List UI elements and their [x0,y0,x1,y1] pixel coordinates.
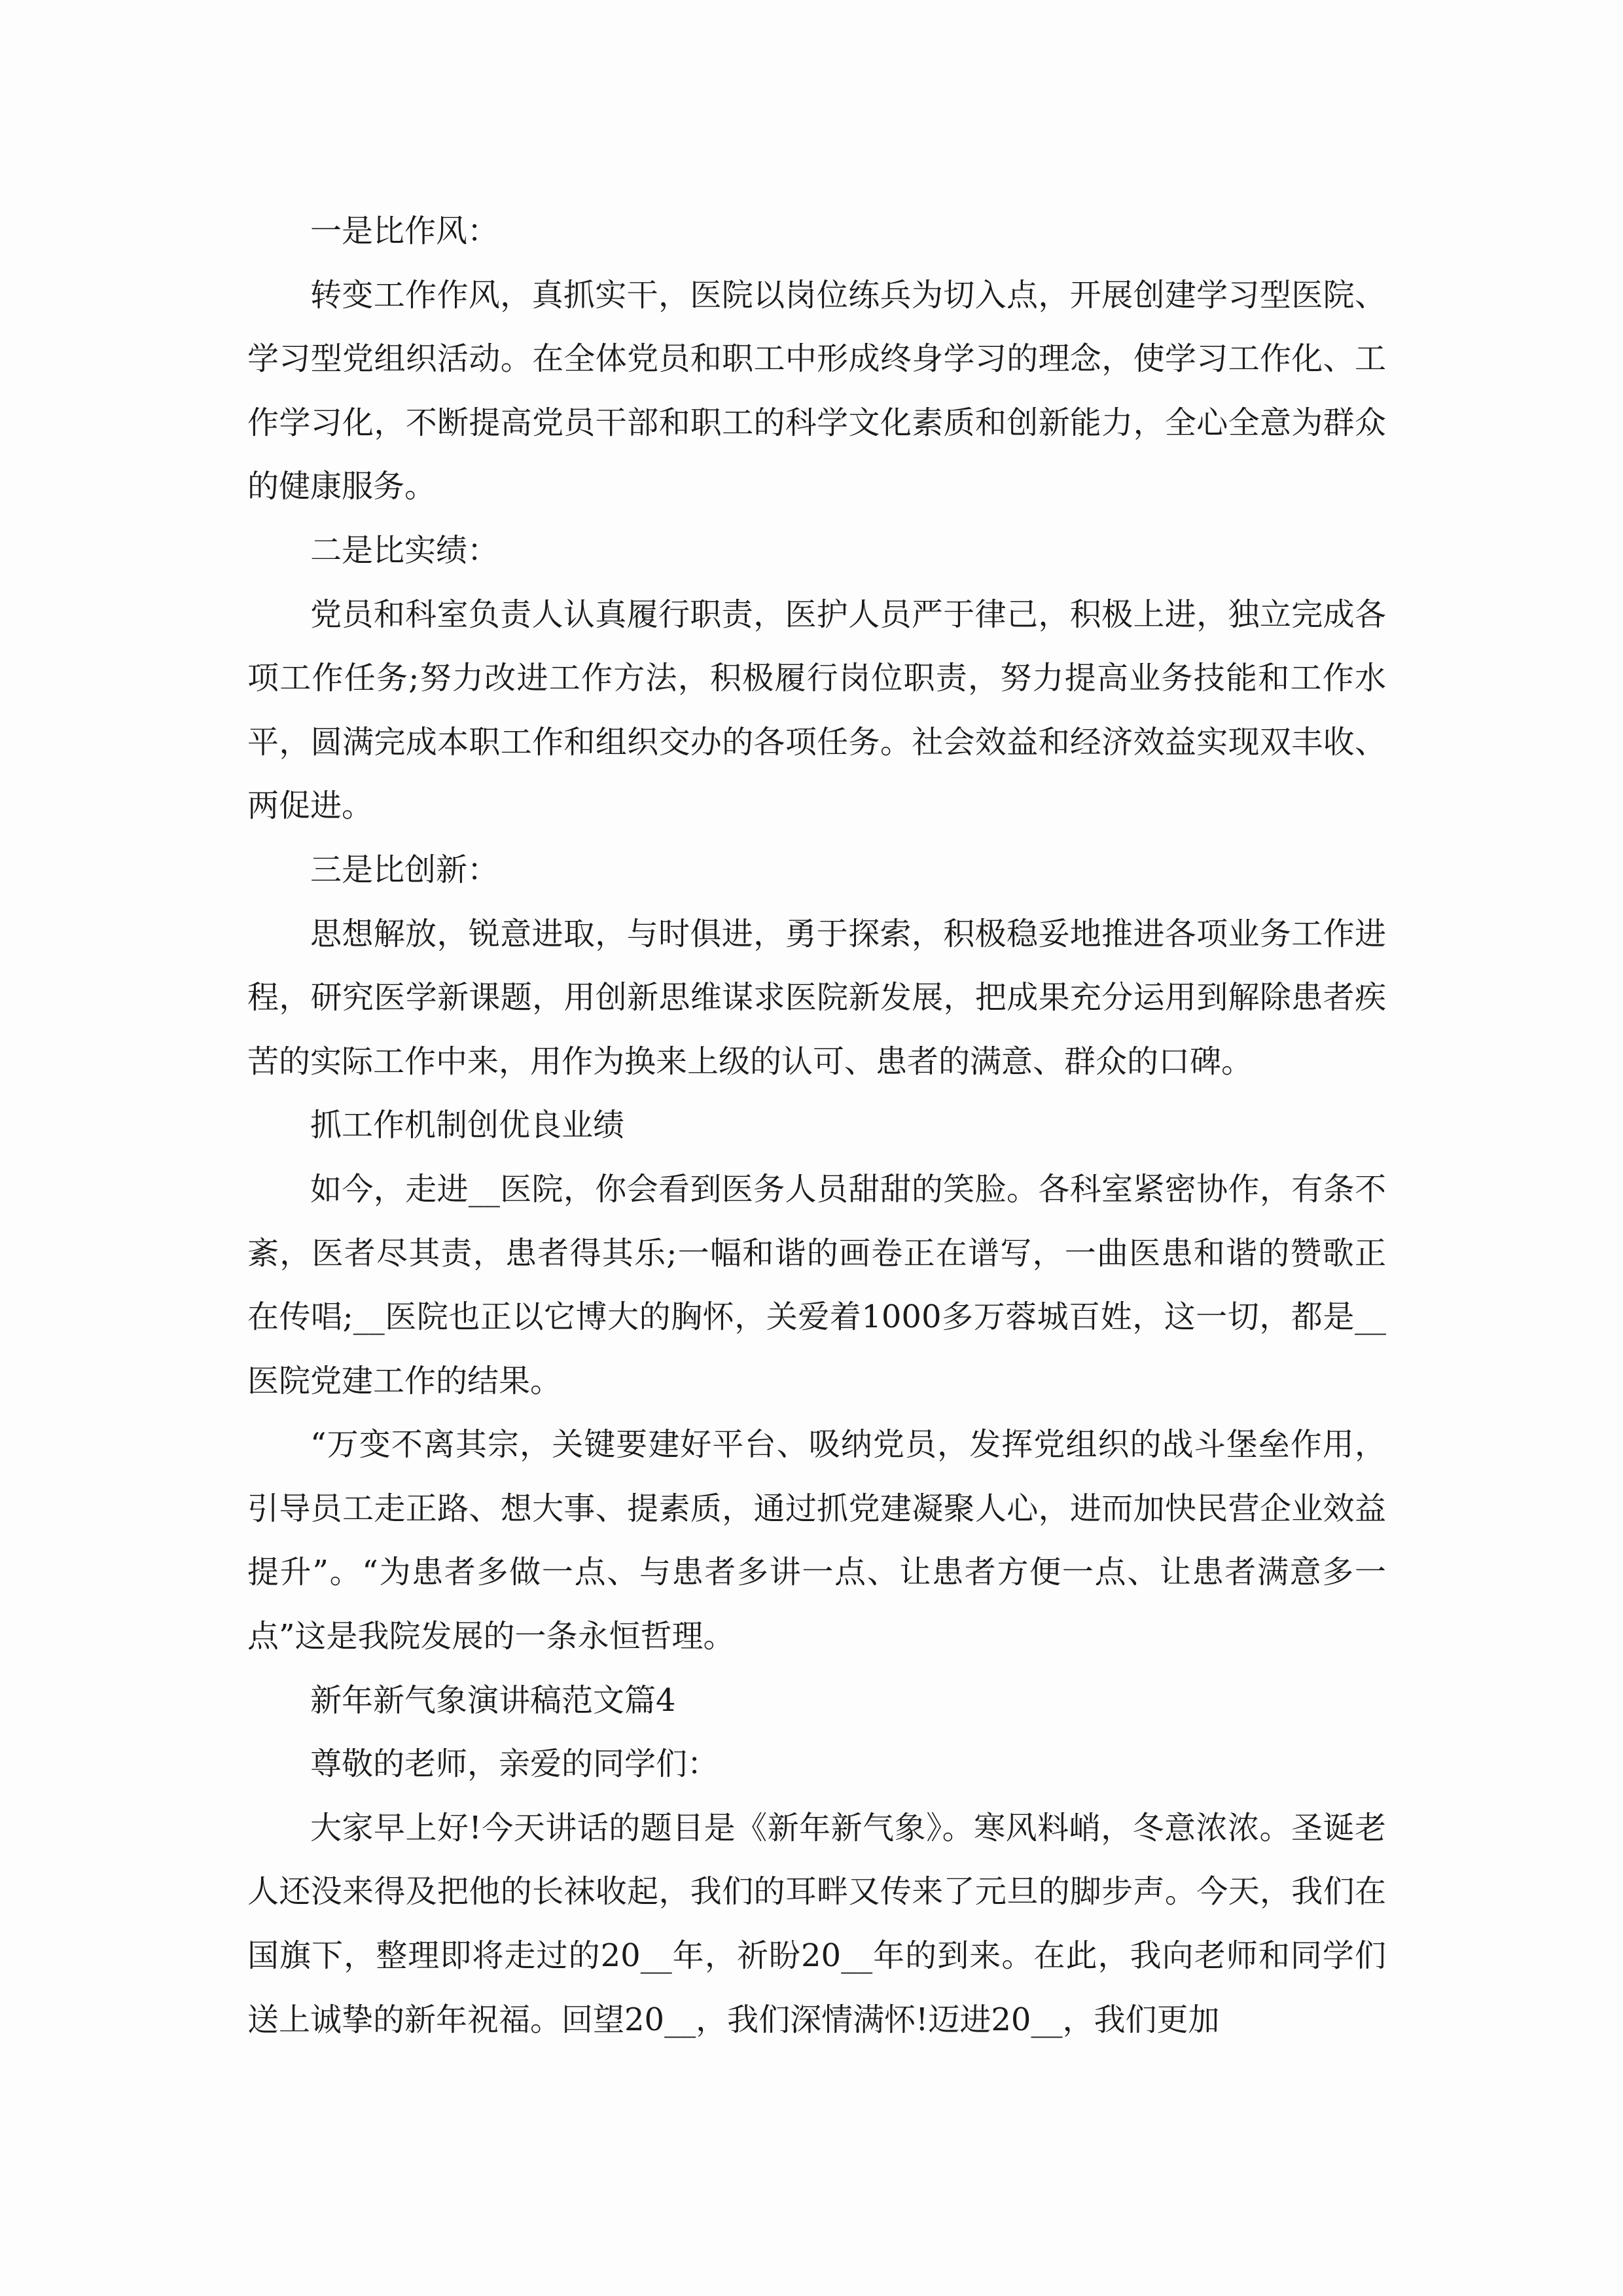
paragraph-speech-opening: 大家早上好!今天讲话的题目是《新年新气象》。寒风料峭，冬意浓浓。圣诞老人还没来得及把他的长袜收起，我们的耳畔又传来了元旦的脚步声。今天，我们在国旗下，整理即将走过的20__年，祈盼20__年的到来。在此，我向老师和同学们送上诚挚的新年祝福。回望20__，我们深情满怀!迈进20__，我们更加 [247,1809,1386,2038]
heading-chuangxin: 三是比创新： [310,851,499,888]
heading-mechanism: 抓工作机制创优良业绩 [310,1107,625,1144]
document-body [247,200,1386,2052]
paragraph-shiji: 党员和科室负责人认真履行职责，医护人员严于律己，积极上进，独立完成各项工作任务;努力改进工作方法，积极履行岗位职责，努力提高业务技能和工作水平，圆满完成本职工作和组织交办的各项任务。社会效益和经济效益实现双丰收、两促进。 [247,596,1386,825]
heading-zuofeng: 一是比作风： [310,213,499,249]
section-title-speech-4: 新年新气象演讲稿范文篇4 [310,1681,676,1719]
heading-shiji: 二是比实绩： [310,531,499,569]
paragraph-chuangxin: 思想解放，锐意进取，与时俱进，勇于探索，积极稳妥地推进各项业务工作进程，研究医学新课题，用创新思维谋求医院新发展，把成果充分运用到解除患者疾苦的实际工作中来，用作为换来上级的认可、患者的满意、群众的口碑。 [247,915,1386,1080]
paragraph-hospital-today: 如今，走进__医院，你会看到医务人员甜甜的笑脸。各科室紧密协作，有条不紊，医者尽其责，患者得其乐;一幅和谐的画卷正在谱写，一曲医患和谐的赞歌正在传唱;__医院也正以它博大的胸怀，关爱着1000多万蓉城百姓，这一切，都是__医院党建工作的结果。 [247,1170,1386,1399]
paragraph-quote: “万变不离其宗，关键要建好平台、吸纳党员，发挥党组织的战斗堡垒作用，引导员工走正路、想大事、提素质，通过抓党建凝聚人心，进而加快民营企业效益提升”。“为患者多做一点、与患者多讲一点、让患者方便一点、让患者满意多一点”这是我院发展的一条永恒哲理。 [247,1426,1386,1655]
paragraph-zuofeng: 转变工作作风，真抓实干，医院以岗位练兵为切入点，开展创建学习型医院、学习型党组织活动。在全体党员和职工中形成终身学习的理念，使学习工作化、工作学习化，不断提高党员干部和职工的科学文化素质和创新能力，全心全意为群众的健康服务。 [247,276,1386,505]
speech-salutation: 尊敬的老师，亲爱的同学们： [310,1746,719,1783]
